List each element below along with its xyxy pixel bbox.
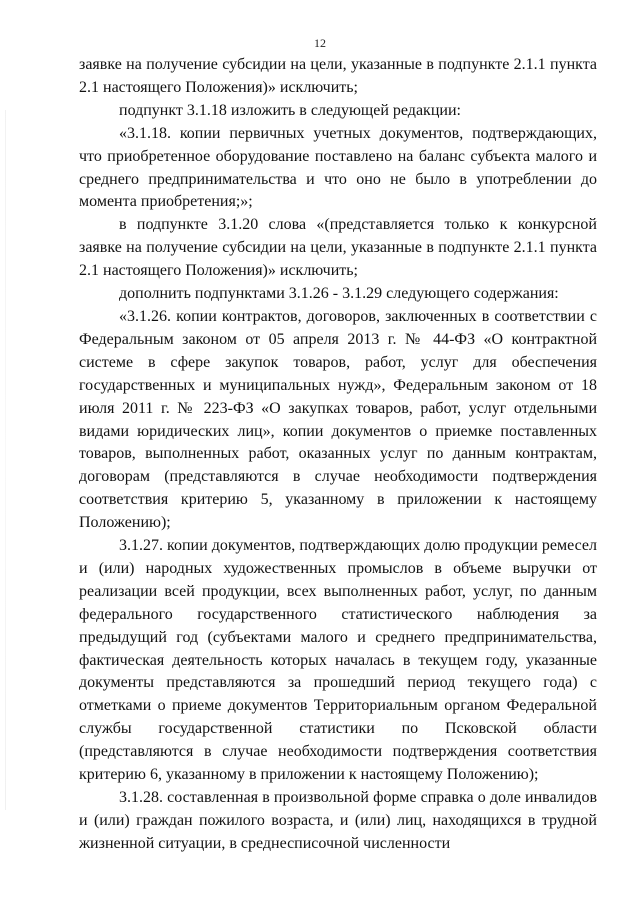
paragraph: дополнить подпунктами 3.1.26 - 3.1.29 следующего содержания: <box>119 285 559 303</box>
paragraph: «3.1.26. копии контрактов, договоров, заключенных в соответствии с Федеральным законом от 05 апреля 2013 г. № 44-ФЗ «О контрактной системе в сфере закупок товаров, работ, услуг для обеспечения государственных и муниципальных нужд», Федеральным законом от 18 июля 2011 г. № 223-ФЗ «О закупках товаров, работ, услуг отдельными видами юридических лиц», копии документов о приемке поставленных товаров, выполненных работ, оказанных услуг по данным контрактам, договорам (представляются в случае необходимости подтверждения соответствия критерию 5, указанному в приложении к настоящему Положению); <box>79 307 597 532</box>
paragraph: 3.1.28. составленная в произвольной форме справка о доле инвалидов и (или) граждан пожилого возраста, и (или) лиц, находящихся в трудной жизненной ситуации, в среднесписочной численности <box>79 789 597 852</box>
scan-edge-mark <box>5 110 6 810</box>
paragraph: в подпункте 3.1.20 слова «(представляется только к конкурсной заявке на получение субсидии на цели, указанные в подпункте 2.1.1 пункта 2.1 настоящего Положения)» исключить; <box>79 216 597 280</box>
page-number: 12 <box>314 36 326 50</box>
document-body <box>79 54 597 856</box>
paragraph: подпункт 3.1.18 изложить в следующей редакции: <box>119 101 461 119</box>
paragraph: «3.1.18. копии первичных учетных документов, подтверждающих, что приобретенное оборудование поставлено на баланс субъекта малого и среднего предпринимательства и что оно не было в употреблении до момента приобретения;»; <box>79 124 597 211</box>
paragraph: 3.1.27. копии документов, подтверждающих долю продукции ремесел и (или) народных художественных промыслов в объеме выручки от реализации всей продукции, всех выполненных работ, услуг, по данным федерального государственного статистического наблюдения за предыдущий год (субъектами малого и среднего предпринимательства, фактическая деятельность которых началась в текущем году, указанные документы представляются за прошедший период текущего года) с отметками о приеме документов Территориальным органом Федеральной службы государственной статистики по Псковской области (представляются в случае необходимости подтверждения соответствия критерию 6, указанному в приложении к настоящему Положению); <box>79 537 597 784</box>
paragraph: заявке на получение субсидии на цели, указанные в подпункте 2.1.1 пункта 2.1 настоящего Положения)» исключить; <box>79 56 597 96</box>
